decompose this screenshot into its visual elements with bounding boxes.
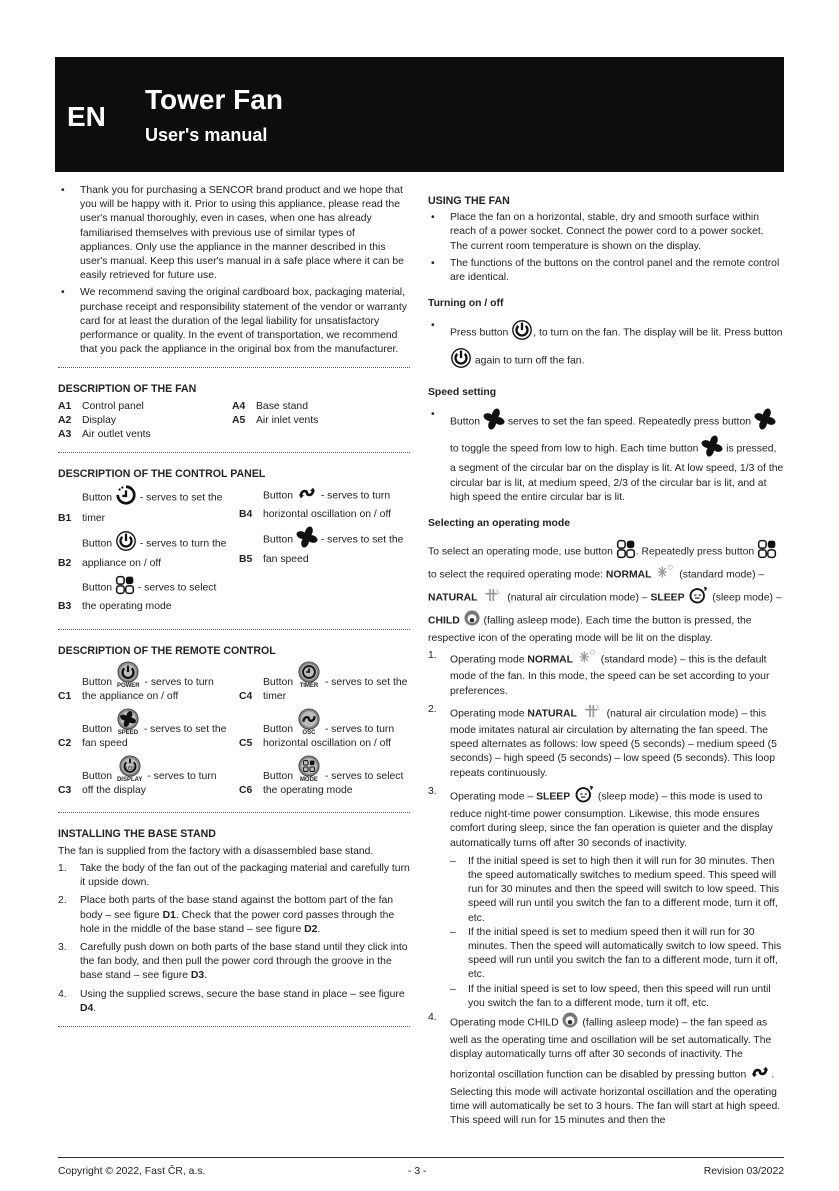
bold-text: NATURAL xyxy=(527,708,577,720)
bullet-item xyxy=(428,319,784,373)
button-list xyxy=(58,484,410,618)
text-run: (standard mode) – this is the default mode of the fan. In this mode, the speed can be set according to your preferences. xyxy=(450,654,770,697)
text-run: Button xyxy=(263,723,296,735)
text-run: to select the required operating mode: xyxy=(428,569,606,581)
button-description xyxy=(58,661,229,704)
text-run: Using the supplied screws, secure the base stand in place – see figure xyxy=(80,988,405,1000)
text-run: - serves to set the timer xyxy=(82,492,223,524)
power-icon xyxy=(115,530,137,557)
text-run: (natural air circulation mode) – this mode imitates natural air circulation by alternating the fan speed. The speed alternates as follows: low speed (5 seconds) – medium speed (5 seconds) – high speed (5 seconds) – low speed (5 seconds). This loop repeats continuously. xyxy=(450,708,777,779)
remote-button-label: SPEED xyxy=(117,730,139,737)
remote-button-label: OSC xyxy=(302,730,316,737)
dotted-divider xyxy=(58,629,410,630)
mode-icon xyxy=(616,539,636,564)
remote-fan-button-icon xyxy=(117,708,139,737)
text-run: (standard mode) – xyxy=(676,569,765,581)
bold-text: NORMAL xyxy=(605,569,652,581)
button-description xyxy=(239,661,410,704)
osc-icon xyxy=(749,1063,771,1086)
button-description xyxy=(239,484,410,521)
header-banner xyxy=(55,57,784,172)
text-run: Operating mode xyxy=(450,654,528,666)
text-run: Button xyxy=(82,492,115,504)
remote-power-button-icon xyxy=(117,661,140,690)
dash-marker: – xyxy=(450,983,456,995)
remote-timer-button-icon xyxy=(298,661,320,690)
text-run: . xyxy=(771,1068,775,1080)
button-code: B5 xyxy=(239,554,253,566)
text-run: Operating mode – xyxy=(450,791,537,803)
text-run: - serves to turn horizontal oscillation on / off xyxy=(263,490,392,520)
bold-text: D3 xyxy=(190,970,205,982)
text-run: Place both parts of the base stand against the bottom part of the fan body – see figure xyxy=(80,895,394,921)
dash-item xyxy=(450,983,784,1011)
text-run: (natural air circulation mode) – xyxy=(504,592,651,604)
numbered-item xyxy=(428,649,784,699)
part-code: A4 xyxy=(232,400,246,412)
text-run: serves to set the fan speed. Repeatedly press button xyxy=(504,416,754,428)
bullet-item xyxy=(428,211,784,254)
text-run: - serves to set the fan speed xyxy=(82,723,227,750)
text-run: - serves to set the timer xyxy=(263,676,408,702)
osc-icon xyxy=(296,484,318,507)
text-run: Button xyxy=(82,582,115,594)
child-icon xyxy=(463,609,481,632)
text-run: Button xyxy=(263,771,296,783)
text-run: The fan is supplied from the factory with a disassembled base stand. xyxy=(58,845,374,857)
section-heading: INSTALLING THE BASE STAND xyxy=(58,828,216,841)
subsection-heading: Turning on / off xyxy=(428,298,504,310)
text-run: . Repeatedly press button xyxy=(635,546,758,558)
numbered-item xyxy=(58,941,410,984)
item-number: 4. xyxy=(58,988,67,1000)
dash-marker: – xyxy=(450,855,456,867)
button-code: B3 xyxy=(58,601,72,613)
section-heading: DESCRIPTION OF THE FAN xyxy=(58,383,197,396)
numbered-item xyxy=(58,988,410,1016)
button-list xyxy=(58,661,410,803)
bold-text: D2 xyxy=(304,923,318,935)
subsection-heading: Speed setting xyxy=(428,386,497,398)
text-run: If the initial speed is set to low speed, then this speed will run until you switch the fan to a different mode, turn it off, etc. xyxy=(468,983,771,1009)
footer-copyright: Copyright © 2022, Fast ČR, a.s. xyxy=(58,1166,206,1177)
text-run: Button xyxy=(450,416,483,428)
text-run: Operating mode xyxy=(450,708,528,720)
bold-text: CHILD xyxy=(428,615,460,627)
dash-item xyxy=(450,855,784,926)
bold-text: D4 xyxy=(80,1002,94,1014)
text-run: - serves to turn the appliance on / off xyxy=(82,676,214,702)
button-description xyxy=(58,708,229,751)
text-run: - serves to set the fan speed xyxy=(263,534,404,566)
dash-marker: – xyxy=(450,926,456,938)
text-run: Take the body of the fan out of the packaging material and carefully turn it upside down. xyxy=(80,862,410,889)
button-code: C5 xyxy=(239,738,253,750)
text-run: again to turn off the fan. xyxy=(472,354,585,366)
paragraph xyxy=(58,845,410,859)
button-description xyxy=(58,484,229,525)
text-run: - serves to select the operating mode xyxy=(82,582,217,613)
numbered-item xyxy=(58,862,410,890)
bold-text: D1 xyxy=(162,909,176,921)
bullet-item xyxy=(428,257,784,285)
button-code: C3 xyxy=(58,785,72,797)
remote-button-label: POWER xyxy=(116,682,140,689)
button-description xyxy=(239,708,410,751)
subsection-heading: Selecting an operating mode xyxy=(428,518,571,530)
numbered-item xyxy=(428,785,784,851)
footer-page-number: - 3 - xyxy=(408,1166,427,1177)
text-run: to toggle the speed from low to high. Each time button xyxy=(450,443,702,455)
part-name: Base stand xyxy=(256,400,308,412)
language-code: EN xyxy=(67,101,106,132)
item-number: 2. xyxy=(428,703,437,715)
bold-text: SLEEP xyxy=(536,791,571,803)
page-subtitle: User's manual xyxy=(145,125,268,145)
text-run: Button xyxy=(263,490,296,502)
part-code: A2 xyxy=(58,414,72,426)
dash-item xyxy=(450,926,784,983)
dotted-divider xyxy=(58,452,410,453)
normal-icon xyxy=(576,649,598,670)
part-list xyxy=(58,400,410,443)
bullet-item xyxy=(428,408,784,505)
button-code: C4 xyxy=(239,690,253,702)
section-heading: USING THE FAN xyxy=(428,195,510,207)
button-code: C2 xyxy=(58,738,72,750)
numbered-item xyxy=(428,703,784,781)
text-run: Button xyxy=(82,676,115,688)
text-run: Selecting this mode will activate horizontal oscillation and the operating time will automatically be set to 3 hours. The fan will start at high speed. This speed will run for 15 minutes and then the xyxy=(450,1086,781,1127)
remote-button-label: DISPLAY xyxy=(116,777,143,784)
text-run: If the initial speed is set to medium speed then it will run for 30 minutes. Then the speed will automatically switch to low speed. This speed will run until you switch the fan to a different mode, turn it off, etc. xyxy=(468,926,782,981)
part-name: Control panel xyxy=(82,400,144,412)
text-run: - serves to turn off the display xyxy=(82,771,217,797)
mode-icon xyxy=(115,575,135,600)
text-run: If the initial speed is set to high then it will run for 30 minutes. Then the speed automatically switches to medium speed. This speed will run for 30 minutes and then the speed will switch to low speed. This speed will run until you switch the fan to a different mode, turn it off, etc. xyxy=(468,855,780,924)
text-run: The functions of the buttons on the control panel and the remote control are identical. xyxy=(450,257,780,284)
text-run: . xyxy=(93,1002,97,1014)
power-icon xyxy=(450,347,472,374)
child-icon xyxy=(561,1011,579,1034)
button-code: B1 xyxy=(58,512,72,524)
item-number: 3. xyxy=(428,785,437,797)
timer-icon xyxy=(115,484,137,511)
text-run: - serves to turn horizontal oscillation on / off xyxy=(263,723,395,750)
footer xyxy=(58,1157,784,1177)
text-run: . xyxy=(317,923,321,935)
svg-text:LED: LED xyxy=(125,765,135,771)
text-run: . xyxy=(204,970,208,982)
text-run: (sleep mode) – this mode is used to reduce night-time power consumption. Likewise, this mode ensures comfort during sleep, since the fan operation is quieter and the display automatically turns off after 30 seconds of inactivity. xyxy=(450,791,773,849)
paragraph xyxy=(428,539,784,646)
text-run: Operating mode CHILD xyxy=(450,1017,562,1029)
item-number: 1. xyxy=(428,650,437,662)
natural-icon xyxy=(480,587,504,608)
page-title: Tower Fan xyxy=(145,84,283,115)
item-number: 2. xyxy=(58,895,67,907)
normal-icon xyxy=(654,564,676,585)
part-name: Display xyxy=(82,414,117,426)
footer-revision: Revision 03/2022 xyxy=(703,1166,784,1177)
bold-text: SLEEP xyxy=(650,592,685,604)
text-run: - serves to select the operating mode xyxy=(263,771,404,797)
natural-icon xyxy=(580,703,604,724)
dotted-divider xyxy=(58,367,410,368)
part-code: A1 xyxy=(58,400,72,412)
part-name: Air inlet vents xyxy=(256,414,319,426)
text-run: Button xyxy=(82,538,115,550)
text-run: Button xyxy=(263,676,296,688)
section-heading: DESCRIPTION OF THE CONTROL PANEL xyxy=(58,468,266,481)
fan-icon xyxy=(701,435,723,462)
text-run: Place the fan on a horizontal, stable, dry and smooth surface within reach of a power socket. Connect the power cord to a power socket. The current room temperature is shown on the display. xyxy=(450,212,764,252)
button-code: C6 xyxy=(239,785,253,797)
text-run: , to turn on the fan. The display will be lit. Press button xyxy=(533,327,783,339)
mode-icon xyxy=(757,539,777,564)
text-run: . Check that the power cord passes through the hole in the middle of the base stand – see figure xyxy=(80,909,395,935)
text-run: (sleep mode) – xyxy=(709,592,782,604)
fan-icon xyxy=(296,526,318,553)
button-description xyxy=(239,755,410,798)
remote-led-button-icon xyxy=(117,755,142,784)
text-run: Press button xyxy=(450,327,512,339)
remote-osc-button-icon xyxy=(298,708,320,737)
text-run: Thank you for purchasing a SENCOR brand product and we hope that you will be happy with it. Prior to using this appliance, please read the user's manual thoroughly, even in cases, when one has already familiarised themselves with previous use of similar types of appliances. Only use the appliance in the manner described in this user's manual. Keep this user's manual in a safe place where it can be easily retrieved for future use. xyxy=(80,185,404,282)
sleep-icon xyxy=(687,586,709,609)
remote-mode-button-icon xyxy=(298,755,320,784)
item-number: 4. xyxy=(428,1011,437,1023)
dotted-divider xyxy=(58,812,410,813)
text-run: (falling asleep mode). Each time the button is pressed, the respective icon of the operating mode will be lit on the display. xyxy=(428,615,752,645)
item-number: 3. xyxy=(58,941,67,953)
right-column xyxy=(428,184,784,1132)
text-run: Button xyxy=(82,723,115,735)
fan-icon xyxy=(754,408,776,435)
bullet-item xyxy=(58,184,410,283)
button-description xyxy=(239,526,410,567)
part-code: A5 xyxy=(232,414,246,426)
sleep-icon xyxy=(573,785,595,808)
button-code: B2 xyxy=(58,558,72,570)
power-icon xyxy=(511,319,533,346)
remote-button-label: TIMER xyxy=(299,682,319,689)
fan-icon xyxy=(483,408,505,435)
button-description xyxy=(58,530,229,571)
button-description xyxy=(58,575,229,614)
numbered-item xyxy=(58,894,410,937)
text-run: To select an operating mode, use button xyxy=(428,546,616,558)
button-code: B4 xyxy=(239,508,253,520)
text-run: Button xyxy=(82,771,115,783)
part-code: A3 xyxy=(58,429,72,441)
button-code: C1 xyxy=(58,690,72,702)
text-run: Carefully push down on both parts of the base stand until they click into the fan body, and then pull the power cord through the groove in the base stand – see figure xyxy=(80,941,408,982)
item-number: 1. xyxy=(58,862,67,874)
text-run: We recommend saving the original cardboard box, packaging material, purchase receipt and responsibility statement of the vendor or warranty card for at least the duration of the legal liability for unsatisfactory performance or quality. In the event of transportation, we recommend that you pack the appliance in the original box from the manufacturer. xyxy=(80,287,407,356)
remote-button-label: MODE xyxy=(299,777,318,784)
bullet-item xyxy=(58,286,410,357)
text-run: - serves to turn the appliance on / off xyxy=(82,538,227,570)
text-run: (falling asleep mode) – the fan speed as well as the operating time and oscillation will be set automatically. The display automatically turns off after 30 seconds of inactivity. The horizontal oscillation function can be disabled by pressing button xyxy=(450,1017,772,1080)
left-column xyxy=(58,184,410,1041)
bold-text: NATURAL xyxy=(428,592,478,604)
numbered-item xyxy=(428,1011,784,1128)
text-run: Button xyxy=(263,534,296,546)
section-heading: DESCRIPTION OF THE REMOTE CONTROL xyxy=(58,644,276,657)
bold-text: NORMAL xyxy=(527,654,574,666)
dotted-divider xyxy=(58,1026,410,1027)
button-description xyxy=(58,755,229,798)
text-run: is pressed, a segment of the circular bar on the display is lit. At low speed, 1/3 of the circular bar is lit, at medium speed, 2/3 of the circular bar is lit, and at high speed the entire circular bar is lit. xyxy=(450,443,784,503)
part-name: Air outlet vents xyxy=(82,429,151,441)
